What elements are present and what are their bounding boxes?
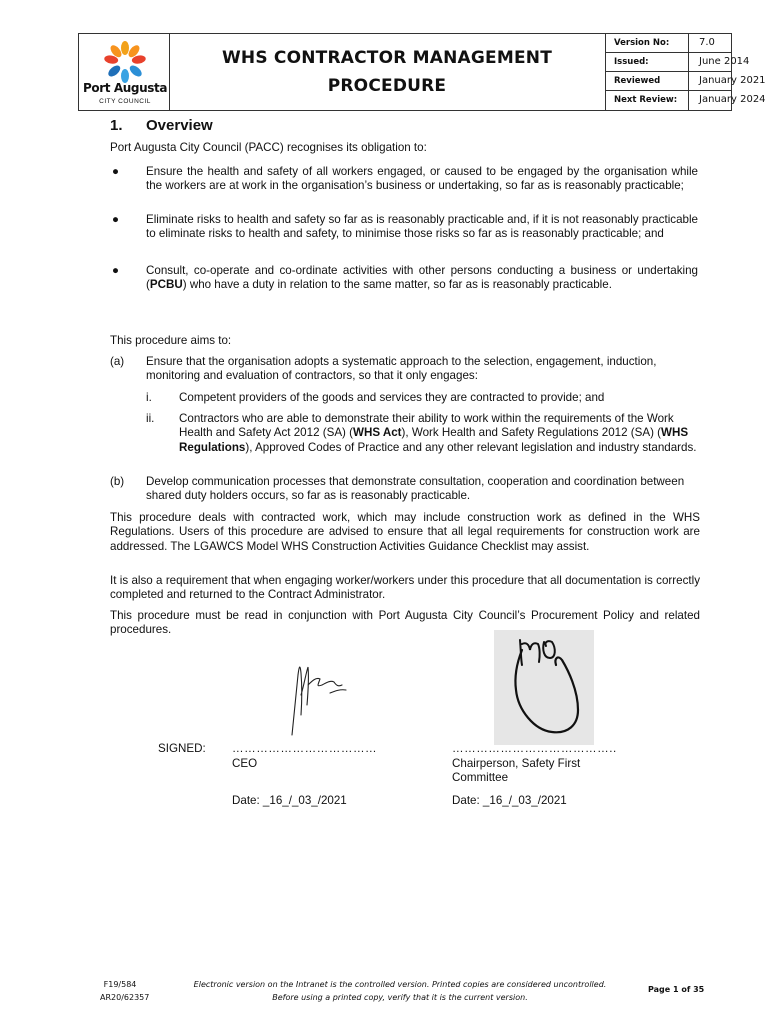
paragraph-conjunction: This procedure must be read in conjunction with Port Augusta City Council’s Procurement Policy and related procedures. (110, 609, 700, 637)
ceo-role: CEO (232, 757, 258, 770)
meta-key: Issued: (605, 53, 689, 71)
meta-row-version (605, 34, 731, 53)
ceo-signature (280, 655, 370, 740)
sun-logo-icon (93, 38, 157, 84)
ceo-date: Date: _16_/_03_/2021 (232, 794, 347, 807)
chairperson-signature (494, 630, 594, 745)
meta-key: Next Review: (605, 91, 689, 110)
title-line-1: WHS CONTRACTOR MANAGEMENT (221, 48, 553, 68)
document-header-table (78, 33, 766, 111)
paragraph-construction: This procedure deals with contracted work, which may include construction work as defined in the WHS Regulations. Users of this procedure are advised to ensure that all legal requirements for construction work are addressed. The LGAWCS Model WHS Construction Activities Guidance Checklist may assist. (110, 511, 700, 553)
footer-notice (180, 978, 620, 1004)
logo-subtitle: CITY COUNCIL (99, 98, 151, 105)
subitem-text: Contractors who are able to demonstrate their ability to work within the requirements of the Work Health and Safety Act 2012 (SA) (WHS Act), Work Health and Safety Regulations 2012 (SA) (WHS Regulations), Approved Codes of Practice and any other relevant legislation and industry standards. (179, 412, 697, 454)
bullet-icon: ● (112, 213, 120, 226)
footer-ref-1: F19/584 (103, 980, 137, 989)
footer-references (100, 978, 150, 1004)
meta-value: January 2021 (699, 75, 766, 86)
paragraph-documentation: It is also a requirement that when engaging worker/workers under this procedure that all documentation is correctly completed and returned to the Contract Administrator. (110, 574, 700, 602)
footer-note-2: Before using a printed copy, verify that it is the current version. (272, 993, 528, 1002)
meta-row-issued (605, 53, 750, 72)
meta-value: 7.0 (699, 37, 715, 48)
footer-ref-2: AR20/62357 (100, 993, 150, 1002)
chairperson-signature-photo (494, 630, 594, 745)
meta-value: June 2014 (699, 56, 750, 67)
chair-role-line2: Committee (452, 771, 509, 784)
aim-label: (a) (110, 355, 125, 368)
bullet-icon: ● (112, 165, 120, 178)
title-line-2: PROCEDURE (327, 76, 447, 96)
document-title (169, 34, 606, 110)
ceo-signature-line: ……………………………… (232, 742, 378, 755)
subitem-label: i. (146, 391, 152, 404)
footer-note-1: Electronic version on the Intranet is the controlled version. Printed copies are considered uncontrolled. (193, 980, 607, 989)
chair-role-line1: Chairperson, Safety First (452, 757, 581, 770)
meta-row-next-review (605, 91, 766, 110)
intro-paragraph: Port Augusta City Council (PACC) recognises its obligation to: (110, 141, 427, 154)
section-number: 1. (110, 117, 123, 134)
council-logo (79, 34, 170, 110)
aim-text: Ensure that the organisation adopts a systematic approach to the selection, engagement, induction, monitoring and evaluation of contractors, so that it only engages: (146, 355, 657, 383)
section-title: Overview (146, 117, 213, 134)
aims-intro: This procedure aims to: (110, 334, 232, 347)
aim-text: Develop communication processes that demonstrate consultation, cooperation and coordination between shared duty holders occurs, so far as is reasonably practicable. (146, 475, 685, 503)
meta-value: January 2024 (699, 94, 766, 105)
signed-label: SIGNED: (158, 742, 206, 755)
page-number: Page 1 of 35 (648, 985, 705, 994)
meta-key: Version No: (605, 34, 689, 52)
subitem-label: ii. (146, 412, 155, 425)
subitem-text: Competent providers of the goods and services they are contracted to provide; and (179, 391, 605, 404)
bullet-text: Consult, co-operate and co-ordinate activities with other persons conducting a business or undertaking (PCBU) who have a duty in relation to the same matter, so far as is reasonably practicable. (146, 264, 698, 292)
document-meta-table (605, 34, 766, 110)
logo-wordmark: Port Augusta (83, 81, 168, 95)
meta-key: Reviewed (605, 72, 689, 90)
bullet-text: Eliminate risks to health and safety so far as is reasonably practicable and, if it is not reasonably practicable to eliminate risks to health and safety, to minimise those risks so far as is reasonably practicable; and (146, 213, 698, 241)
aim-label: (b) (110, 475, 125, 488)
meta-row-reviewed (605, 72, 766, 91)
section-heading (110, 117, 213, 134)
bullet-icon: ● (112, 264, 120, 277)
chair-date: Date: _16_/_03_/2021 (452, 794, 567, 807)
bullet-text: Ensure the health and safety of all workers engaged, or caused to be engaged by the organisation while the workers are at work in the organisation’s business or undertaking, so far as is reasonably practicable; (146, 165, 698, 193)
chair-signature-line: ………………………………….. (452, 742, 617, 755)
